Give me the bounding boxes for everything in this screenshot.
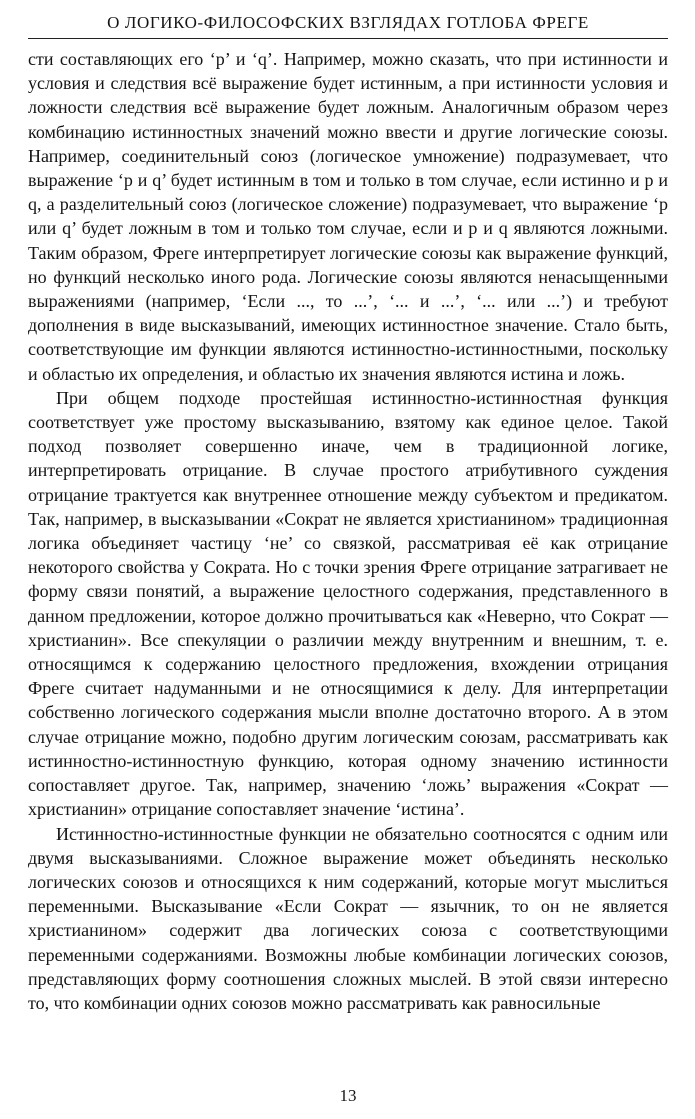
page-number: 13 <box>339 1086 357 1105</box>
running-header: О ЛОГИКО-ФИЛОСОФСКИХ ВЗГЛЯДАХ ГОТЛОБА ФРЕГЕ <box>107 13 589 32</box>
paragraph-negation: При общем подходе простейшая истинностно-истинностная функция соответствует уже простому высказыванию, взятому как единое целое. Такой подход позволяет совершенно иначе, чем в традиционной логике, интерпретировать отрицание. В случае простого атрибутивного суждения отрицание трактуется как внутреннее отношение между субъектом и предикатом. Так, например, в высказывании «Сократ не является христианином» традиционная логика объединяет частицу ‘не’ со связкой, рассматривая её как отрицание некоторого свойства у Сократа. Но с точки зрения Фреге отрицание затрагивает не форму связи понятий, а выражение целостного содержания, представленного в данном предложении, которое должно прочитываться как «Неверно, что Сократ — христианин». Все спекуляции о различии между внутренним и внешним, т. е. относящимся к содержанию целостного предложения, вхождении отрицания Фреге считает надуманными и не относящимися к делу. Для интерпретации собственно логического содержания мысли вполне достаточно второго. А в этом случае отрицание можно, подобно другим логическим союзам, рассматривать как истинностно-истинностную функцию, которая одному значению истинности сопоставляет другое. Так, например, значению ‘ложь’ выражения «Сократ — христианин» отрицание сопоставляет значение ‘истина’. <box>28 387 668 820</box>
paragraph-continuation: сти составляющих его ‘p’ и ‘q’. Например, можно сказать, что при истинности и условия и следствия всё выражение будет истинным, а при истинности условия и ложности следствия всё выражение будет ложным. Аналогичным образом через комбинацию истинностных значений можно ввести и другие логические союзы. Например, соединительный союз (логическое умножение) подразумевает, что выражение ‘p и q’ будет истинным в том и только в том случае, если истинно и p и q, а разделительный союз (логическое сложение) подразумевает, что выражение ‘p или q’ будет ложным в том и только том случае, если и p и q являются ложными. Таким образом, Фреге интерпретирует логические союзы как выражение функций, но функций несколько иного рода. Логические союзы являются ненасыщенными выражениями (например, ‘Если ..., то ...’, ‘... и ...’, ‘... или ...’) и требуют дополнения в виде высказываний, имеющих истинностное значение. Стало быть, соответствующие им функции являются истинностно-истинностными, поскольку и областью их определения, и областью их значения являются истина и ложь. <box>28 49 668 384</box>
book-page <box>28 10 668 1110</box>
header-rule <box>28 38 668 39</box>
body-text <box>28 47 668 1015</box>
paragraph-truth-functions: Истинностно-истинностные функции не обязательно соотносятся с одним или двумя высказываниями. Сложное выражение может объединять несколько логических союзов и относящихся к ним содержаний, которые могут мыслиться переменными. Высказывание «Если Сократ — язычник, то он не является христианином» содержит два логических союза с соответствующими переменными содержаниями. Возможны любые комбинации логических союзов, представляющих форму соотношения сложных мыслей. В этой связи интересно то, что комбинации одних союзов можно рассматривать как равносильные <box>28 823 668 1013</box>
